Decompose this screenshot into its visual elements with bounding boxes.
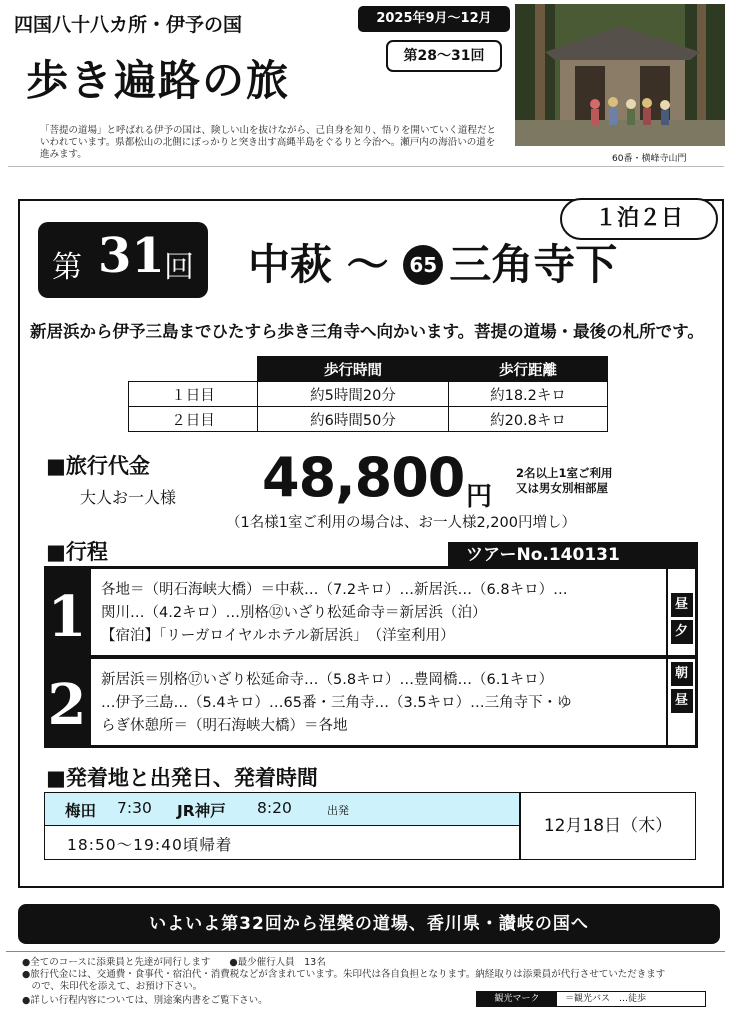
itinerary-line: 各地＝（明石海峡大橋）＝中萩…（7.2キロ）…新居浜…（6.8キロ）… [101,582,568,598]
temple-gate-photo [515,4,725,146]
header-walk-time: 歩行時間 [258,357,449,382]
day-2-details [90,658,667,746]
single-surcharge: （1名様1室ご利用の場合は、お一人様2,200円増し） [226,515,576,531]
departure-label: 出発 [327,804,349,817]
footer-note: ので、朱印代を添えて、お預け下さい。 [22,981,203,992]
walk-time: 約6時間50分 [258,407,449,432]
footer-note: ●旅行代金には、交通費・食事代・宿泊代・消費税などが含まれています。朱印代は各自負担となります。納経取りは添乗員が代行させていただきます [22,969,666,980]
day-1-text [101,579,661,648]
tagline: 新居浜から伊予三島までひたすら歩き三角寺へ向かいます。菩提の道場・最後の札所です。 [30,322,704,341]
departure-times [44,792,520,860]
legend-value: ＝観光バス …徒歩 [565,994,647,1004]
itinerary-line: 新居浜＝別格⑰いざり松延命寺…（5.8キロ）…豊岡橋…（6.1キロ） [101,672,554,688]
main-title: 歩き遍路の旅 [26,56,291,105]
price-heading: ■旅行代金 [46,454,150,478]
return-time: 18:50～19:40頃帰着 [67,836,233,854]
round-suffix: 回 [164,250,194,285]
price-note-line2: 又は男女別相部屋 [516,481,608,495]
legend-key: 観光マーク [477,992,557,1006]
price-note-line1: 2名以上1室ご利用 [516,466,613,480]
day-number: 2 [47,672,87,738]
departure-time-2: 8:20 [257,799,292,817]
departure-date: 12月18日（木） [520,792,696,860]
price-note [516,466,613,496]
tour-number: ツアーNo.140131 [448,542,698,568]
rounds-badge: 第28～31回 [386,40,502,72]
itinerary-line: 【宿泊】「リーガロイヤルホテル新居浜」 （洋室利用） [101,628,455,644]
walk-time: 約5時間20分 [258,382,449,407]
day-label: １日目 [129,382,258,407]
series-title: 四国八十八カ所・伊予の国 [14,14,243,36]
day-label: ２日目 [129,407,258,432]
route-from: 中萩 ～ [248,240,389,289]
header-divider [8,166,724,167]
price-amount: 48,800 [262,446,465,509]
photo-caption: 60番・横峰寺山門 [612,154,687,164]
itinerary-line: 関川…（4.2キロ）…別格⑫いざり松延命寺＝新居浜（泊） [101,605,487,621]
table-row [129,407,608,432]
departure-time-1: 7:30 [117,799,152,817]
meal-badge: 昼 [671,689,693,713]
header-blank [129,357,258,382]
legend [476,991,706,1007]
itinerary-line: …伊予三島…（5.4キロ）…65番・三角寺…（3.5キロ）…三角寺下・ゆ [101,695,572,711]
departure-place-1: 梅田 [65,802,97,820]
intro-text: 「菩提の道場」と呼ばれる伊予の国は、険しい山を抜けながら、己自身を知り、悟りを開いていく道程だといわれています。県都松山の北側にぽっかりと突き出す高縄半島をぐるりと今治へ。瀬戸内の海沿いの道を進みます。 [40,125,497,160]
meal-badge: 夕 [671,620,693,644]
round-number: 31 [98,228,165,284]
walk-distance: 約18.2キロ [449,382,608,407]
departure-place-2: JR神戸 [177,802,226,820]
footer-note: ●全てのコースに添乗員と先達が同行します ●最少催行人員 13名 [22,957,326,968]
day-number: 1 [47,584,87,650]
round-badge [38,222,208,298]
footer-divider [6,951,725,952]
day-2-text [101,669,661,738]
day-1-details [90,568,667,656]
route-title [248,232,617,292]
itinerary-table [44,566,698,748]
price-label: 大人お一人様 [80,488,177,507]
footer-note: ●詳しい行程内容については、別途案内書をご覧下さい。 [22,995,268,1006]
table-row [129,382,608,407]
meal-badge: 昼 [671,593,693,617]
itinerary-heading: ■行程 [46,540,108,564]
itinerary-line: らぎ休憩所＝（明石海峡大橋）＝各地 [101,718,348,734]
walk-distance: 約20.8キロ [449,407,608,432]
walking-table-header [129,357,608,382]
day-2-meals [667,658,696,746]
header-walk-distance: 歩行距離 [449,357,608,382]
nights-badge: １泊２日 [560,198,718,240]
meal-badge: 朝 [671,662,693,686]
departure-row [45,793,519,826]
temple-number-badge: 65 [403,245,443,285]
walking-table [128,356,608,432]
route-to: 三角寺下 [449,240,618,289]
departure-heading: ■発着地と出発日、発着時間 [46,766,318,790]
period-badge: 2025年9月～12月 [358,6,510,32]
day-1-meals [667,568,696,656]
next-round-banner: いよいよ第32回から涅槃の道場、香川県・讃岐の国へ [18,904,720,944]
round-prefix: 第 [52,250,82,285]
price-unit: 円 [466,482,493,512]
